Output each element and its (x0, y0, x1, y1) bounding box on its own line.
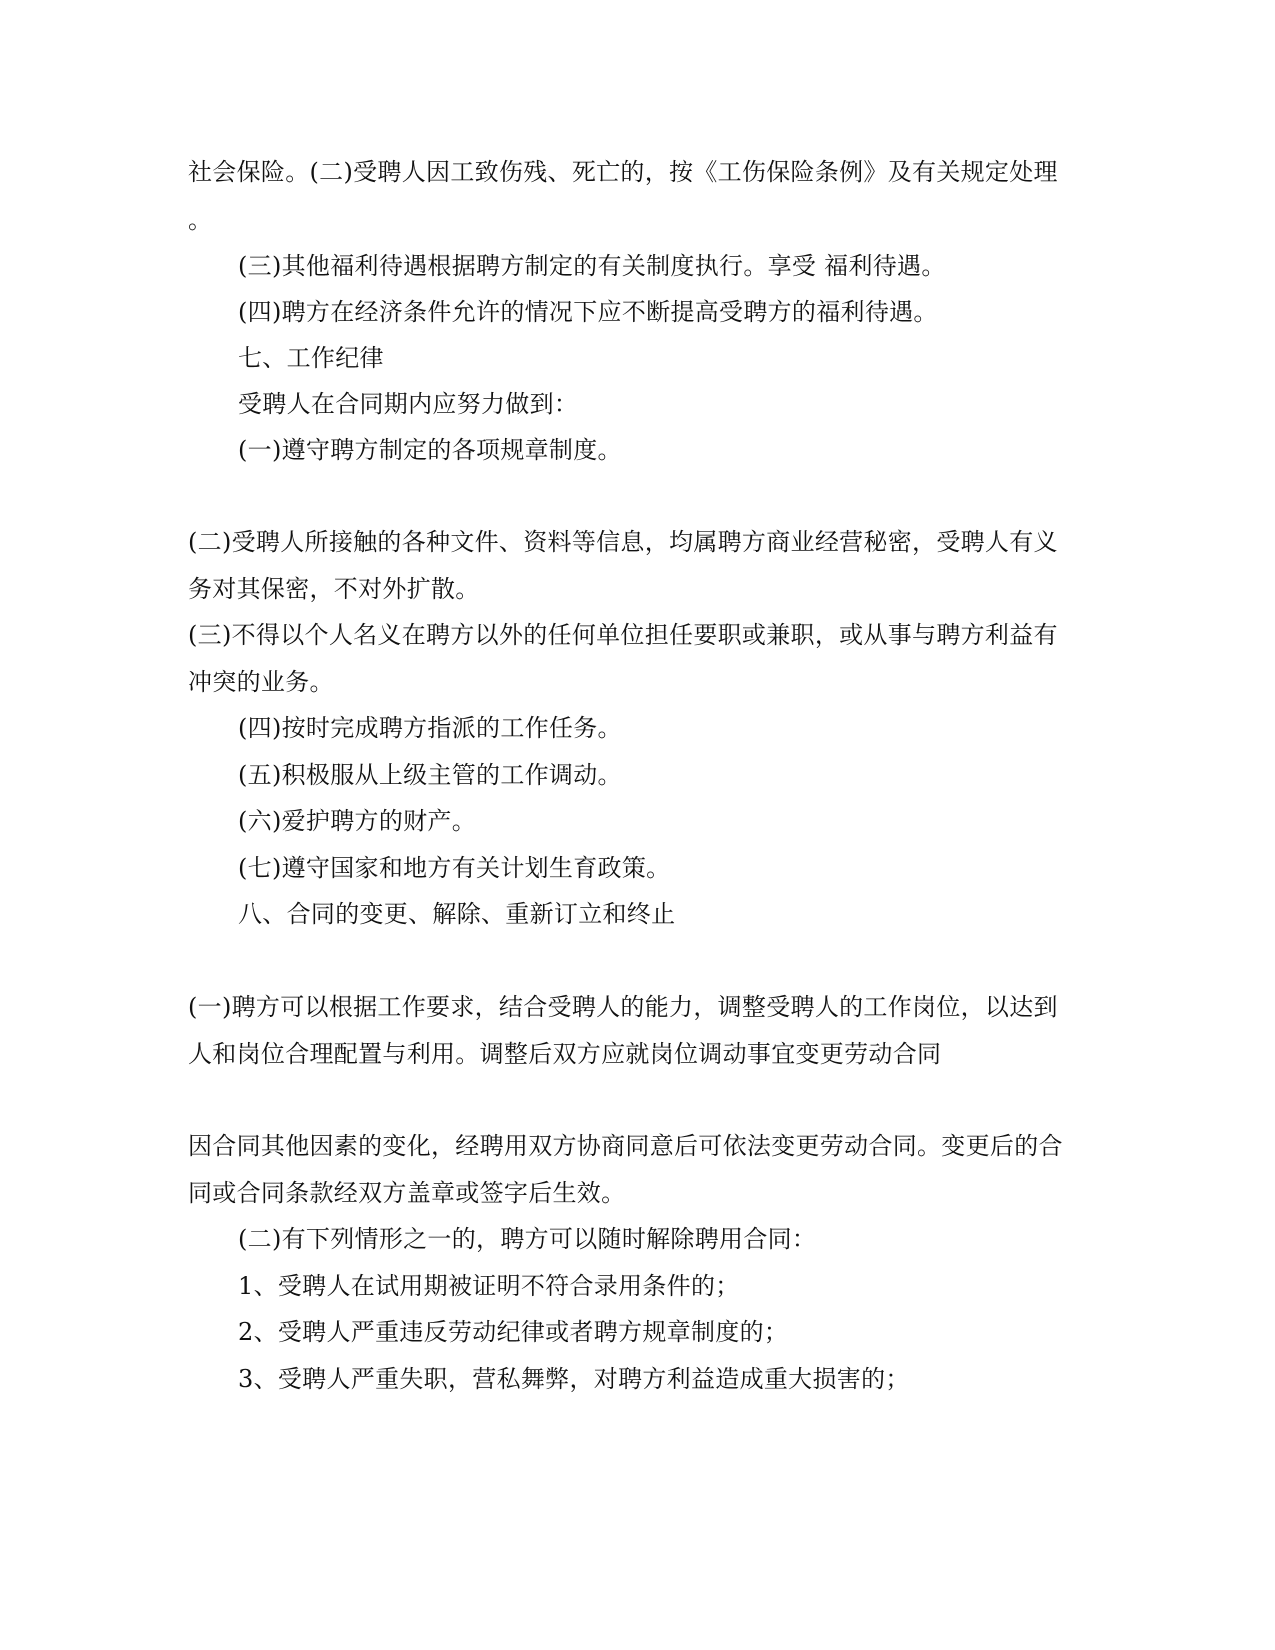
paragraph-line: (二)受聘人所接触的各种文件、资料等信息，均属聘方商业经营秘密，受聘人有义 (188, 528, 1058, 556)
paragraph-line: 同或合同条款经双方盖章或签字后生效。 (188, 1179, 626, 1207)
list-item: 3、受聘人严重失职，营私舞弊，对聘方利益造成重大损害的； (238, 1365, 910, 1393)
paragraph-line: 。 (188, 206, 213, 234)
paragraph-line: (三)不得以个人名义在聘方以外的任何单位担任要职或兼职，或从事与聘方利益有 (188, 621, 1058, 649)
paragraph-line: (三)其他福利待遇根据聘方制定的有关制度执行。享受 福利待遇。 (238, 252, 946, 280)
section-heading: 七、工作纪律 (238, 344, 384, 372)
paragraph-line: (六)爱护聘方的财产。 (238, 807, 477, 835)
paragraph-line: 社会保险。(二)受聘人因工致伤残、死亡的，按《工伤保险条例》及有关规定处理 (188, 158, 1058, 186)
paragraph-line: 因合同其他因素的变化，经聘用双方协商同意后可依法变更劳动合同。变更后的合 (188, 1132, 1063, 1160)
paragraph-line: (一)遵守聘方制定的各项规章制度。 (238, 436, 622, 464)
paragraph-line: 冲突的业务。 (188, 668, 334, 696)
paragraph-line: (五)积极服从上级主管的工作调动。 (238, 761, 622, 789)
paragraph-line: (四)聘方在经济条件允许的情况下应不断提高受聘方的福利待遇。 (238, 298, 938, 326)
paragraph-line: 务对其保密，不对外扩散。 (188, 575, 480, 603)
list-item: 1、受聘人在试用期被证明不符合录用条件的； (238, 1272, 740, 1300)
paragraph-line: (二)有下列情形之一的，聘方可以随时解除聘用合同： (238, 1225, 817, 1253)
paragraph-line: 受聘人在合同期内应努力做到： (238, 390, 579, 418)
paragraph-line: 人和岗位合理配置与利用。调整后双方应就岗位调动事宜变更劳动合同 (188, 1040, 942, 1068)
paragraph-line: (七)遵守国家和地方有关计划生育政策。 (238, 854, 671, 882)
section-heading: 八、合同的变更、解除、重新订立和终止 (238, 900, 676, 928)
paragraph-line: (四)按时完成聘方指派的工作任务。 (238, 714, 622, 742)
paragraph-line: (一)聘方可以根据工作要求，结合受聘人的能力，调整受聘人的工作岗位，以达到 (188, 993, 1058, 1021)
list-item: 2、受聘人严重违反劳动纪律或者聘方规章制度的； (238, 1318, 789, 1346)
